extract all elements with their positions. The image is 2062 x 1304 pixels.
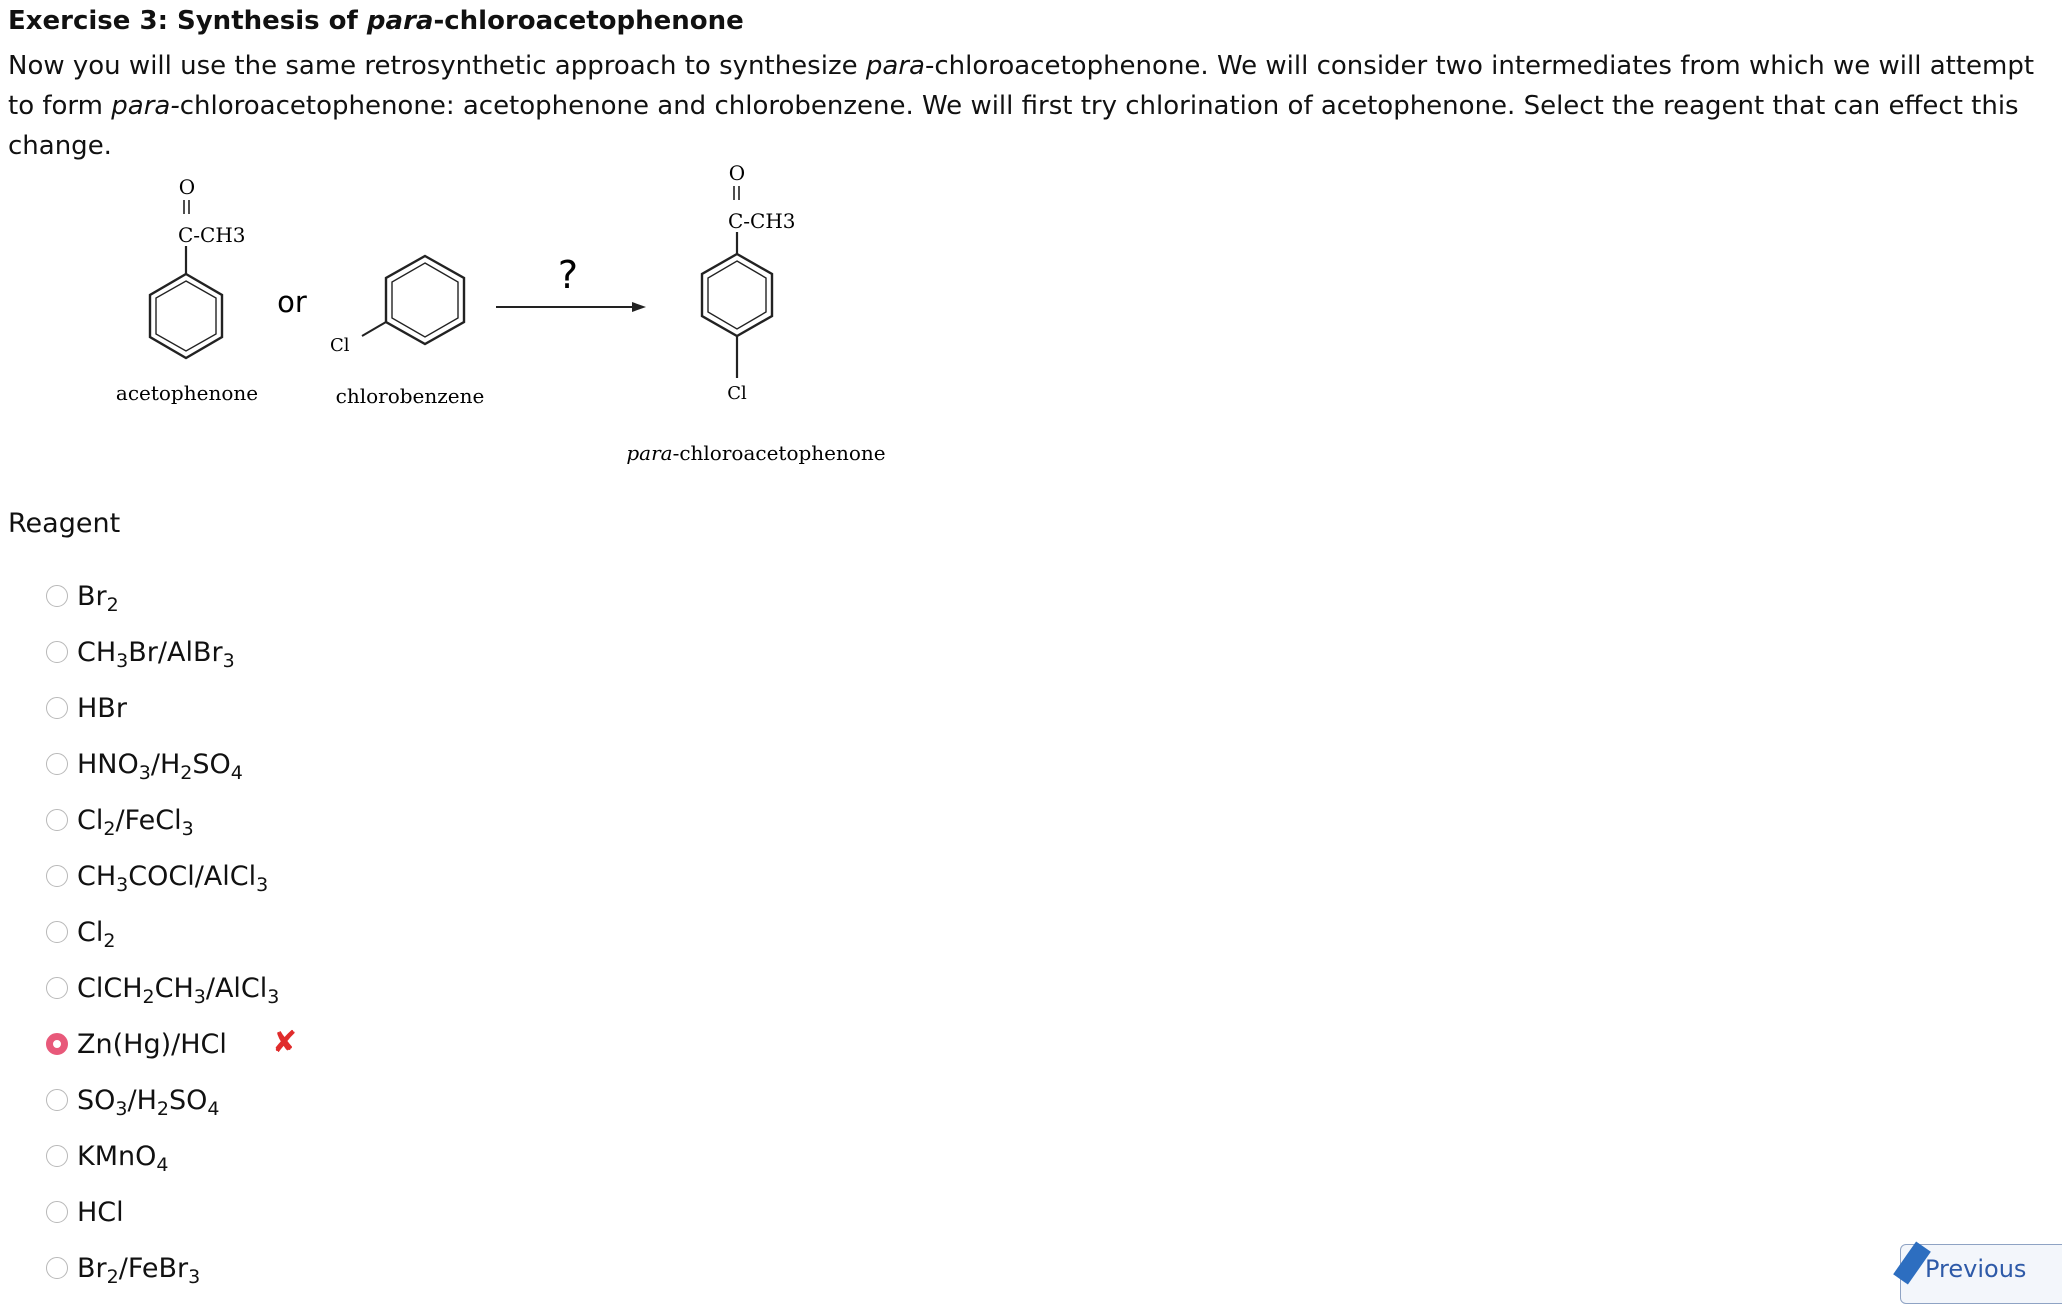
reagent-option-br2[interactable] xyxy=(46,568,279,624)
radio-button[interactable] xyxy=(46,1033,68,1055)
reagent-option-label: $CH_3Br/AlBr_3$ xyxy=(77,636,235,672)
reagent-option-zn-hg-hcl[interactable] xyxy=(46,1016,298,1072)
reagent-option-label: $Cl_2$ xyxy=(77,916,116,952)
incorrect-mark-icon: ✘ xyxy=(272,1025,298,1060)
reagent-option-ch3br-albr3[interactable] xyxy=(46,624,279,680)
radio-button[interactable] xyxy=(46,1201,68,1223)
reagent-option-label: Zn(Hg)/HCl xyxy=(77,1028,227,1060)
reagent-option-so3-h2so4[interactable] xyxy=(46,1072,279,1128)
reagent-option-cl2[interactable] xyxy=(46,904,279,960)
acetophenone-label: acetophenone xyxy=(115,381,259,405)
para-chloroacetophenone-structure xyxy=(626,161,885,465)
reagent-option-hno3-h2so4[interactable] xyxy=(46,736,279,792)
product-cl-label: Cl xyxy=(727,383,747,404)
chlorobenzene-cl-label: Cl xyxy=(330,335,350,356)
reagent-option-kmno4[interactable] xyxy=(46,1128,279,1184)
radio-button[interactable] xyxy=(46,1089,68,1111)
acetophenone-acetyl-label: C-CH3 xyxy=(178,223,246,247)
or-text: or xyxy=(277,285,307,319)
exercise-instructions: Now you will use the same retrosynthetic approach to synthesize para-chloroacetophenone. We will consider two intermediates from which we will attempt to form para-chloroacetophenone: acetophenone and chlorobenzene. We will first try chlorination of acetophenone. Select the reagent that can effect this change. xyxy=(8,51,2035,161)
radio-button[interactable] xyxy=(46,641,68,663)
radio-button[interactable] xyxy=(46,865,68,887)
reagent-option-cl2-fecl3[interactable] xyxy=(46,792,279,848)
reaction-scheme xyxy=(0,150,900,480)
reagent-option-label: $Cl_2/FeCl_3$ xyxy=(77,804,194,840)
reaction-arrow xyxy=(496,253,646,312)
product-acetyl-label: C-CH3 xyxy=(728,209,796,233)
reagent-label: Reagent xyxy=(8,508,121,539)
radio-button[interactable] xyxy=(46,921,68,943)
reagent-option-label: HCl xyxy=(77,1196,124,1228)
radio-button[interactable] xyxy=(46,697,68,719)
reagent-option-label: $SO_3/H_2SO_4$ xyxy=(77,1084,220,1120)
reagent-option-ch3cocl-alcl3[interactable] xyxy=(46,848,279,904)
product-oxygen: O xyxy=(728,161,746,185)
reagent-option-label: $Br_2/FeBr_3$ xyxy=(77,1252,201,1288)
radio-button[interactable] xyxy=(46,753,68,775)
reagent-options xyxy=(46,568,298,1296)
chlorobenzene-label: chlorobenzene xyxy=(335,384,485,408)
chlorobenzene-structure xyxy=(330,256,484,408)
acetophenone-structure xyxy=(116,175,258,405)
reagent-option-hbr[interactable] xyxy=(46,680,279,736)
reagent-option-label: HBr xyxy=(77,692,127,724)
previous-button[interactable] xyxy=(1900,1244,2062,1304)
radio-button[interactable] xyxy=(46,977,68,999)
exercise-title: Exercise 3: Synthesis of para-chloroacetophenone xyxy=(8,6,744,36)
reagent-option-label: $CH_3COCl/AlCl_3$ xyxy=(77,860,269,896)
reagent-option-br2-febr3[interactable] xyxy=(46,1240,279,1296)
product-label: para-chloroacetophenone xyxy=(626,441,886,465)
reagent-option-label: $HNO_3/H_2SO_4$ xyxy=(77,748,243,784)
unknown-reagent-mark: ? xyxy=(557,253,579,297)
radio-button[interactable] xyxy=(46,1145,68,1167)
reagent-option-label: $Br_2$ xyxy=(77,580,119,616)
reagent-option-label: $ClCH_2CH_3/AlCl_3$ xyxy=(77,972,280,1008)
previous-button-label: Previous xyxy=(1925,1255,2027,1283)
reagent-option-clch2ch3-alcl3[interactable] xyxy=(46,960,279,1016)
radio-button[interactable] xyxy=(46,809,68,831)
radio-button[interactable] xyxy=(46,585,68,607)
reagent-option-hcl[interactable] xyxy=(46,1184,279,1240)
reagent-option-label: KMnO$_4$ xyxy=(77,1140,169,1176)
radio-button[interactable] xyxy=(46,1257,68,1279)
acetophenone-oxygen: O xyxy=(178,175,196,199)
